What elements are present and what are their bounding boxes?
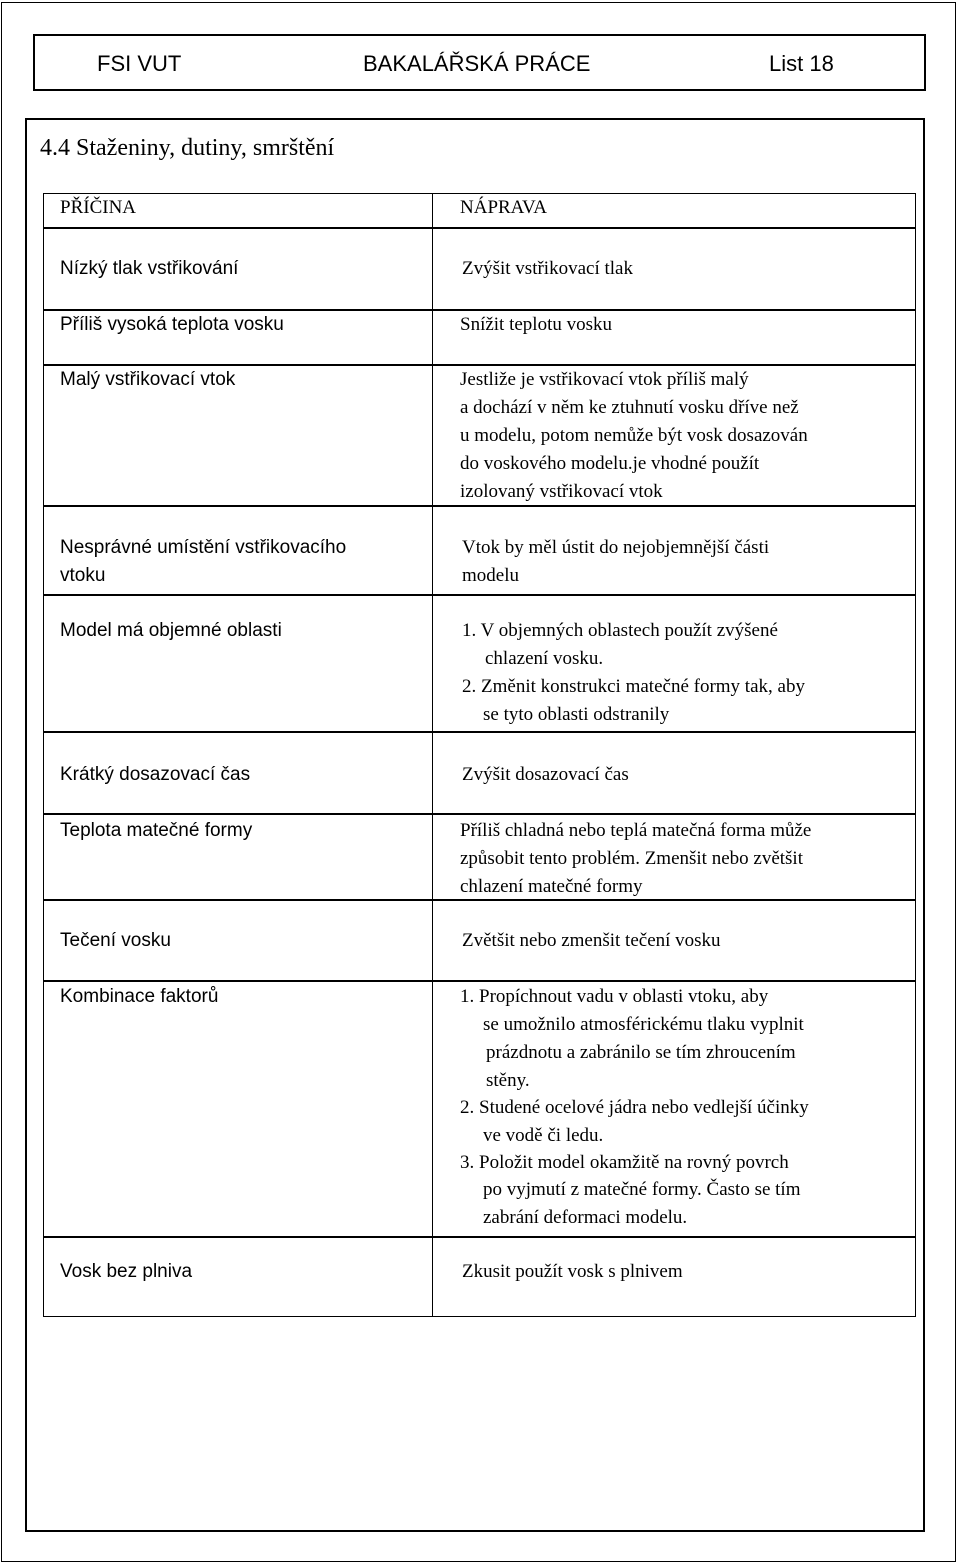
cause-text: Vosk bez plniva [60, 1261, 193, 1282]
section-title: 4.4 Staženiny, dutiny, smrštění [40, 135, 335, 161]
table-row-cause [43, 310, 432, 365]
remedy-line: prázdnotu a zabránilo se tím zhroucením [486, 1042, 796, 1063]
remedy-line: a dochází v něm ke ztuhnutí vosku dříve než [460, 397, 799, 418]
table-row-remedy [432, 1237, 916, 1317]
cause-text: Teplota matečné formy [60, 820, 253, 841]
remedy-line: způsobit tento problém. Zmenšit nebo zvětšit [460, 848, 803, 869]
table-row-remedy [432, 595, 916, 732]
table-row-cause [43, 814, 432, 900]
remedy-line: u modelu, potom nemůže být vosk dosazován [460, 425, 808, 446]
remedy-line: Vtok by měl ústit do nejobjemnější části [462, 537, 770, 558]
remedy-line: Příliš chladná nebo teplá matečná forma může [460, 820, 812, 841]
table-header-cause [43, 193, 432, 228]
table-row-cause [43, 732, 432, 814]
remedy-line: se umožnilo atmosférickému tlaku vyplnit [483, 1014, 804, 1035]
cause-text: Tečení vosku [60, 930, 171, 951]
remedy-line: 2. Změnit konstrukci matečné formy tak, aby [462, 676, 805, 697]
remedy-line: chlazení matečné formy [460, 876, 643, 897]
remedy-line: ve vodě či ledu. [483, 1125, 604, 1146]
col-remedy-label: NÁPRAVA [460, 197, 547, 218]
table-row-cause [43, 365, 432, 506]
cause-text: Malý vstřikovací vtok [60, 369, 236, 390]
remedy-text: Zvětšit nebo zmenšit tečení vosku [462, 930, 721, 951]
cause-text: Krátký dosazovací čas [60, 764, 251, 785]
cause-line: Nesprávné umístění vstřikovacího [60, 537, 347, 558]
header-institution: FSI VUT [97, 51, 182, 76]
table-row-remedy [432, 814, 916, 900]
cause-text: Kombinace faktorů [60, 986, 219, 1007]
table-row-cause [43, 981, 432, 1237]
cause-text: Nízký tlak vstřikování [60, 258, 239, 279]
header-document-type: BAKALÁŘSKÁ PRÁCE [363, 51, 591, 76]
remedy-text: Snížit teplotu vosku [460, 314, 612, 335]
table-row-remedy [432, 310, 916, 365]
remedy-text: Zvýšit vstřikovací tlak [462, 258, 633, 279]
table-row-remedy [432, 365, 916, 506]
remedy-line: 1. Propíchnout vadu v oblasti vtoku, aby [460, 986, 769, 1007]
table-row-remedy [432, 900, 916, 981]
remedy-line: stěny. [486, 1070, 530, 1091]
page-header [33, 34, 926, 91]
remedy-line: 1. V objemných oblastech použít zvýšené [462, 620, 778, 641]
table-row-cause [43, 595, 432, 732]
remedy-line: zabrání deformaci modelu. [483, 1207, 688, 1228]
cause-text: Model má objemné oblasti [60, 620, 282, 641]
remedy-text: Zkusit použít vosk s plnivem [462, 1261, 683, 1282]
table-row-cause [43, 506, 432, 595]
table-row-remedy [432, 981, 916, 1237]
table-header-remedy [432, 193, 916, 228]
table-row-cause [43, 228, 432, 310]
remedy-line: 3. Položit model okamžitě na rovný povrch [460, 1152, 789, 1173]
remedy-line: do voskového modelu.je vhodné použít [460, 453, 760, 474]
remedy-text: Zvýšit dosazovací čas [462, 764, 629, 785]
col-cause-label: PŘÍČINA [60, 197, 137, 218]
remedy-line: 2. Studené ocelové jádra nebo vedlejší účinky [460, 1097, 809, 1118]
cause-line: vtoku [60, 565, 106, 586]
header-page-number: List 18 [769, 51, 834, 76]
remedy-line: izolovaný vstřikovací vtok [460, 481, 663, 502]
table-row-remedy [432, 732, 916, 814]
table-row-cause [43, 900, 432, 981]
remedy-line: se tyto oblasti odstranily [483, 704, 670, 725]
table-row-remedy [432, 506, 916, 595]
cause-text: Příliš vysoká teplota vosku [60, 314, 284, 335]
remedy-line: po vyjmutí z matečné formy. Často se tím [483, 1179, 801, 1200]
remedy-line: chlazení vosku. [485, 648, 604, 669]
remedy-line: modelu [462, 565, 519, 586]
table-row-cause [43, 1237, 432, 1317]
remedy-line: Jestliže je vstřikovací vtok příliš malý [460, 369, 749, 390]
table-row-remedy [432, 228, 916, 310]
